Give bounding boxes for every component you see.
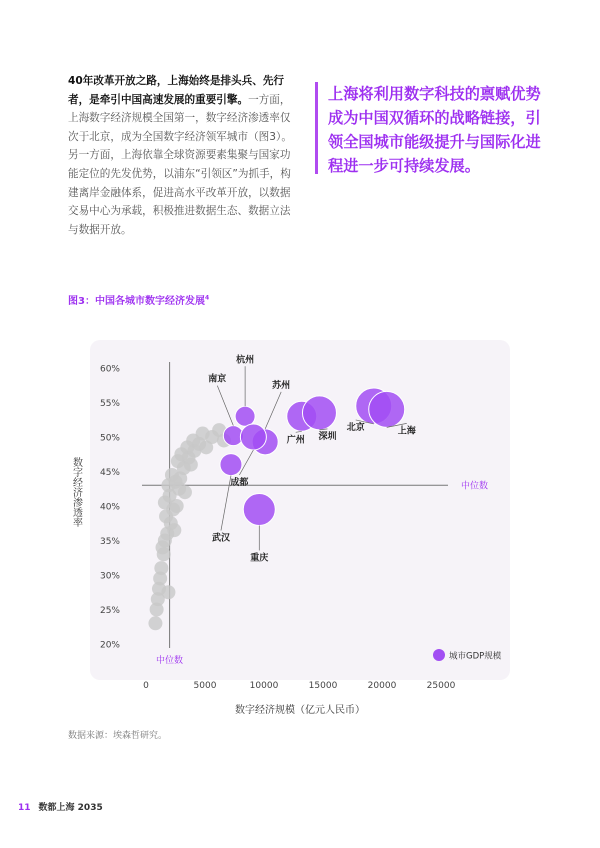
other-city-point xyxy=(196,427,210,441)
city-label: 深圳 xyxy=(318,431,337,442)
figure-footnote: 4 xyxy=(204,294,210,302)
other-city-point xyxy=(154,561,168,575)
y-tick-label: 60% xyxy=(99,364,120,375)
other-city-point xyxy=(172,482,186,496)
city-label: 杭州 xyxy=(236,355,255,366)
city-label: 苏州 xyxy=(272,380,291,391)
x-tick-label: 0 xyxy=(143,681,149,691)
city-label: 南京 xyxy=(208,374,227,385)
city-label: 上海 xyxy=(397,426,416,437)
city-label: 广州 xyxy=(286,435,305,446)
pull-quote-text: 上海将利用数字科技的禀赋优势成为中国双循环的战略链接，引领全国城市能级提升与国际化进程进一步可持续发展。 xyxy=(328,85,541,175)
city-bubble xyxy=(240,424,266,450)
other-city-point xyxy=(167,523,181,537)
other-city-point xyxy=(184,458,198,472)
pull-quote xyxy=(315,82,550,174)
x-axis-label: 数字经济规模（亿元人民币） xyxy=(235,705,365,716)
city-bubble xyxy=(302,396,336,430)
y-tick-label: 45% xyxy=(99,468,120,478)
x-tick-label: 10000 xyxy=(249,681,279,691)
median-y-label: 中位数 xyxy=(461,481,489,492)
legend-label: 城市GDP规模 xyxy=(449,651,502,662)
y-tick-label: 40% xyxy=(99,502,120,513)
x-tick-label: 5000 xyxy=(193,681,217,691)
city-bubble xyxy=(243,493,275,525)
figure-title-text: 图3：中国各城市数字经济发展 xyxy=(68,296,205,307)
city-digital-economy-chart xyxy=(0,300,600,740)
legend-swatch xyxy=(433,649,445,661)
y-tick-label: 35% xyxy=(99,537,120,547)
page-number: 11 xyxy=(18,803,31,813)
other-city-point xyxy=(156,540,170,554)
body-text: 一方面，上海数字经济规模全国第一，数字经济渗透率仅次于北京，成为全国数字经济领军城市（图3）。另一方面，上海依靠全球资源要素集聚与国家功能定位的先发优势，以浦东“引领区”为抓手，构建离岸金融体系，促进高水平改革开放，以数据交易中心为承载，积极推进数据生态、数据立法与数据开放。 xyxy=(68,93,292,236)
x-tick-label: 25000 xyxy=(426,681,456,691)
city-bubble xyxy=(220,454,242,476)
city-bubble xyxy=(235,406,255,426)
other-city-point xyxy=(170,499,184,513)
x-tick-label: 20000 xyxy=(367,681,397,691)
city-label: 重庆 xyxy=(250,553,269,564)
median-x-label: 中位数 xyxy=(156,656,184,666)
y-tick-label: 25% xyxy=(99,606,120,616)
page-footer xyxy=(18,800,103,813)
y-tick-label: 55% xyxy=(99,399,120,409)
body-paragraph xyxy=(68,72,300,239)
city-label: 武汉 xyxy=(211,533,230,544)
city-bubble xyxy=(369,391,405,427)
other-city-point xyxy=(161,585,175,599)
y-tick-label: 20% xyxy=(99,640,120,651)
other-city-point xyxy=(148,616,162,630)
data-source: 数据来源：埃森哲研究。 xyxy=(68,731,168,741)
x-tick-label: 15000 xyxy=(308,681,338,691)
y-tick-label: 30% xyxy=(99,571,120,582)
footer-title: 数都上海 2035 xyxy=(38,803,103,813)
y-tick-label: 50% xyxy=(99,433,120,444)
city-label: 北京 xyxy=(346,422,365,433)
y-axis-label: 数字经济渗透率 xyxy=(70,457,82,527)
city-label: 成都 xyxy=(230,478,249,488)
body-lead: 40年改革开放之路，上海始终是排头兵、先行者，是牵引中国高速发展的重要引擎。 xyxy=(68,75,285,106)
